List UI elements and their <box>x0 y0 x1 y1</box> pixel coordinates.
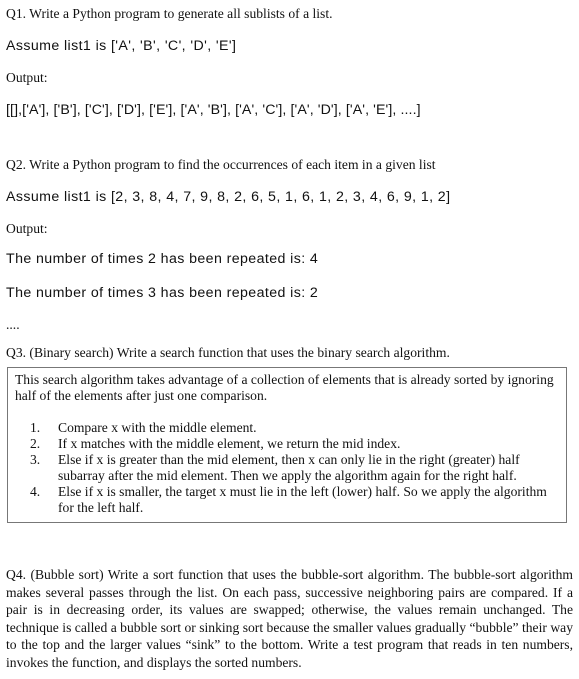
q3-step <box>18 420 553 436</box>
q3-step <box>18 436 553 452</box>
q2-output-label: Output: <box>6 221 48 236</box>
q2-ellipsis: .... <box>6 317 20 332</box>
q1-output-label: Output: <box>6 70 48 85</box>
q2-output-line-2: The number of times 3 has been repeated is: 2 <box>6 285 319 301</box>
q1-assume: Assume list1 is ['A', 'B', 'C', 'D', 'E'] <box>6 38 237 54</box>
q3-step-number: 2. <box>30 436 41 451</box>
q3-info-box <box>7 367 567 523</box>
q1-prompt: Q1. Write a Python program to generate all sublists of a list. <box>6 6 333 21</box>
q3-step <box>18 452 553 484</box>
q2-output-line-1: The number of times 2 has been repeated is: 4 <box>6 251 319 267</box>
q3-step-text: Compare x with the middle element. <box>58 420 257 435</box>
q3-prompt: Q3. (Binary search) Write a search function that uses the binary search algorithm. <box>6 345 450 360</box>
q1-output-value: [[],['A'], ['B'], ['C'], ['D'], ['E'], ['A', 'B'], ['A', 'C'], ['A', 'D'], ['A', 'E'], ....] <box>6 102 421 118</box>
q2-assume: Assume list1 is [2, 3, 8, 4, 7, 9, 8, 2, 6, 5, 1, 6, 1, 2, 3, 4, 6, 9, 1, 2] <box>6 189 451 205</box>
q3-step-number: 4. <box>30 484 41 499</box>
q3-step-number: 3. <box>30 452 41 467</box>
q3-box-intro: This search algorithm takes advantage of a collection of elements that is already sorted by ignoring half of the elements after just one comparison. <box>15 372 554 403</box>
q2-prompt: Q2. Write a Python program to find the occurrences of each item in a given list <box>6 157 436 172</box>
q3-step <box>18 484 553 516</box>
q3-step-number: 1. <box>30 420 41 435</box>
q3-step-text: Else if x is smaller, the target x must lie in the left (lower) half. So we apply the algorithm for the left half. <box>58 484 547 515</box>
q4-paragraph: Q4. (Bubble sort) Write a sort function that uses the bubble-sort algorithm. The bubble-sort algorithm makes several passes through the list. On each pass, successive neighboring pairs are compared. If a pair is in decreasing order, its values are swapped; otherwise, the values remain unchanged. The technique is called a bubble sort or sinking sort because the smaller values gradually “bubble” their way to the top and the larger values “sink” to the bottom. Write a test program that reads in ten numbers, invokes the function, and displays the sorted numbers. <box>6 567 573 670</box>
q3-step-text: Else if x is greater than the mid element, then x can only lie in the right (greater) half subarray after the mid element. Then we apply the algorithm again for the right half. <box>58 452 520 483</box>
q3-steps-list <box>18 420 553 516</box>
q3-step-text: If x matches with the middle element, we return the mid index. <box>58 436 401 451</box>
